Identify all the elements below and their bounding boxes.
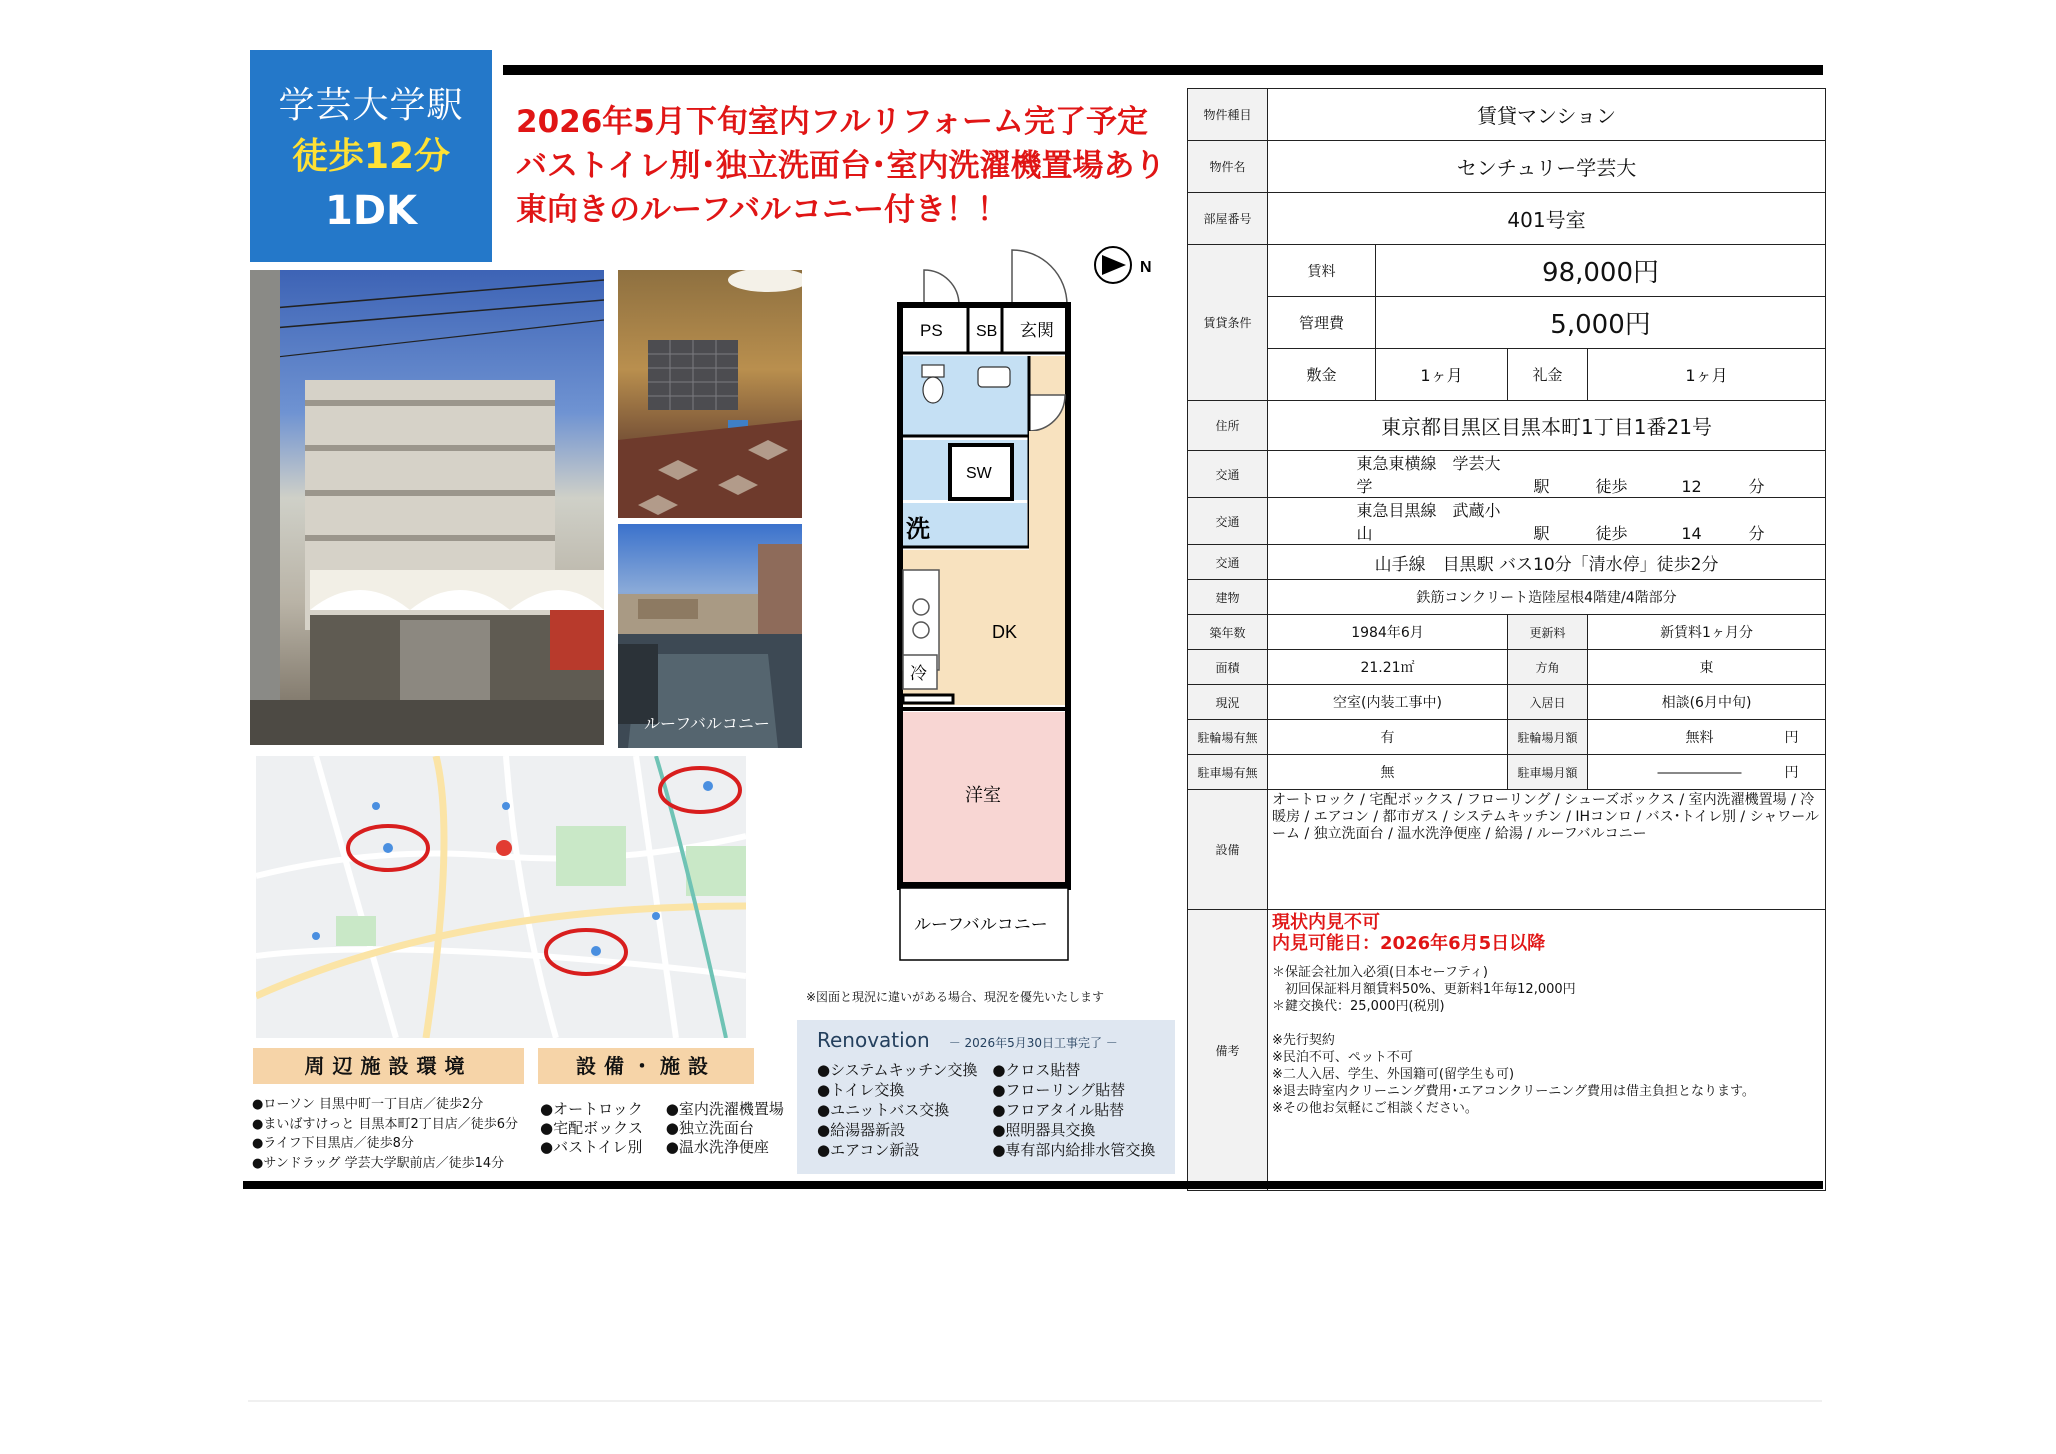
building-photo xyxy=(250,270,604,745)
room-value: 401号室 xyxy=(1268,193,1826,245)
balcony-caption: ルーフバルコニー xyxy=(644,714,770,733)
rent-label: 賃料 xyxy=(1268,245,1376,297)
list-item: ●オートロック xyxy=(540,1100,643,1118)
roof-balcony-photo xyxy=(618,524,802,748)
movein-label: 入居日 xyxy=(1508,685,1588,720)
transport-row-1 xyxy=(1268,451,1826,498)
entrance-label: 玄関 xyxy=(1020,321,1054,340)
transport-unit: 分 xyxy=(1748,477,1765,496)
transport-walk: 徒歩 xyxy=(1595,524,1628,543)
type-label: 物件種目 xyxy=(1188,89,1268,141)
list-item: ●トイレ交換 xyxy=(817,1081,905,1099)
remarks-value xyxy=(1268,910,1826,1191)
remark-line: ※先行契約 xyxy=(1272,1033,1335,1048)
movein-value: 相談(6月中旬) xyxy=(1588,685,1826,720)
car-label: 駐車場有無 xyxy=(1188,755,1268,790)
remarks-red-2: 内見可能日：2026年6月5日以降 xyxy=(1272,933,1546,954)
mgmt-value: 5,000円 xyxy=(1376,297,1826,349)
transport-station: 駅 xyxy=(1533,477,1550,496)
transport-label: 交通 xyxy=(1188,545,1268,580)
renovation-title: Renovation xyxy=(817,1028,930,1052)
bike-label: 駐輪場有無 xyxy=(1188,720,1268,755)
spec-table xyxy=(1187,88,1826,1191)
car-fee-amount: ―――――― xyxy=(1657,765,1742,781)
layout-type: 1DK xyxy=(324,188,418,234)
transport-unit: 分 xyxy=(1748,524,1765,543)
room-label: 部屋番号 xyxy=(1188,193,1268,245)
equipment-list xyxy=(540,1100,790,1157)
direction-label: 方角 xyxy=(1508,650,1588,685)
transport-label: 交通 xyxy=(1188,451,1268,498)
renovation-box xyxy=(797,1020,1175,1174)
direction-value: 東 xyxy=(1588,650,1826,685)
floor-plan xyxy=(880,235,1170,975)
key-money-label: 礼金 xyxy=(1508,349,1588,401)
name-label: 物件名 xyxy=(1188,141,1268,193)
western-room-label: 洋室 xyxy=(965,785,1001,805)
surroundings-heading: 周辺施設環境 xyxy=(253,1048,524,1084)
transport-walk: 徒歩 xyxy=(1595,477,1628,496)
equipment-label: 設備 xyxy=(1188,790,1268,910)
transport-station: 駅 xyxy=(1533,524,1550,543)
floor-plan-note: ※図面と現況に違いがある場合、現況を優先いたします xyxy=(806,990,1105,1004)
list-item: ●クロス貼替 xyxy=(992,1061,1081,1079)
wash-label: 洗 xyxy=(906,516,930,543)
renovation-subtitle: － 2026年5月30日工事完了 － xyxy=(948,1036,1118,1050)
headline-1: 2026年5月下旬室内フルリフォーム完了予定 xyxy=(516,104,1149,140)
list-item: ●バストイレ別 xyxy=(540,1138,643,1156)
list-item: ●ユニットバス交換 xyxy=(817,1101,950,1119)
car-fee-value xyxy=(1588,755,1826,790)
key-money-value: 1ヶ月 xyxy=(1588,349,1826,401)
transport-line: 東急東横線 学芸大学 xyxy=(1356,454,1501,496)
transport-row-3: 山手線 目黒駅 バス10分「清水停」徒歩2分 xyxy=(1268,545,1826,580)
bike-fee-amount: 無料 xyxy=(1685,730,1714,746)
transport-line: 東急目黒線 武蔵小山 xyxy=(1356,501,1501,543)
remarks-label: 備考 xyxy=(1188,910,1268,1191)
remark-line xyxy=(1272,1015,1821,1032)
remark-line: ※二人入居、学生、外国籍可(留学生も可) xyxy=(1272,1067,1515,1082)
remark-line: 初回保証料月額賃料50%、更新料1年毎12,000円 xyxy=(1272,982,1576,997)
remark-line: ※その他お気軽にご相談ください。 xyxy=(1272,1101,1478,1116)
surroundings-list xyxy=(252,1095,542,1173)
bike-value: 有 xyxy=(1268,720,1508,755)
list-item: ●照明器具交換 xyxy=(992,1121,1096,1139)
transport-minutes: 14 xyxy=(1681,524,1702,543)
area-map[interactable] xyxy=(256,756,746,1038)
equipment-heading: 設備・施設 xyxy=(538,1048,754,1084)
list-item: ●室内洗濯機置場 xyxy=(665,1100,784,1118)
bike-fee-value xyxy=(1588,720,1826,755)
dk-label: DK xyxy=(992,622,1018,642)
list-item: ●宅配ボックス xyxy=(540,1119,643,1137)
built-label: 築年数 xyxy=(1188,615,1268,650)
entrance-photo xyxy=(618,270,802,518)
name-value: センチュリー学芸大 xyxy=(1268,141,1826,193)
car-fee-label: 駐車場月額 xyxy=(1508,755,1588,790)
renewal-label: 更新料 xyxy=(1508,615,1588,650)
status-label: 現況 xyxy=(1188,685,1268,720)
bike-fee-label: 駐輪場月額 xyxy=(1508,720,1588,755)
remarks-red-1: 現状内見不可 xyxy=(1272,912,1380,933)
list-item: ●ライフ下目黒店／徒歩8分 xyxy=(252,1136,414,1151)
transport-minutes: 12 xyxy=(1681,477,1702,496)
address-value: 東京都目黒区目黒本町1丁目1番21号 xyxy=(1268,401,1826,451)
terms-label: 賃貸条件 xyxy=(1188,245,1268,401)
list-item: ●サンドラッグ 学芸大学駅前店／徒歩14分 xyxy=(252,1155,505,1171)
area-label: 面積 xyxy=(1188,650,1268,685)
remark-line: ※民泊不可、ペット不可 xyxy=(1272,1050,1413,1065)
list-item: ●温水洗浄便座 xyxy=(665,1138,769,1156)
walk-time: 徒歩12分 xyxy=(291,136,451,177)
equipment-value: オートロック / 宅配ボックス / フローリング / シューズボックス / 室内洗濯機置場 / 冷暖房 / エアコン / 都市ガス / システムキッチン / IHコンロ / バス･トイレ別 / シャワールーム / 独立洗面台 / 温水洗浄便座 / 給湯 / ルーフバルコニー xyxy=(1268,790,1826,910)
fridge-label: 冷 xyxy=(910,664,927,683)
car-fee-unit: 円 xyxy=(1784,765,1799,781)
car-value: 無 xyxy=(1268,755,1508,790)
renewal-value: 新賃料1ヶ月分 xyxy=(1588,615,1826,650)
address-label: 住所 xyxy=(1188,401,1268,451)
remarks-list xyxy=(1272,964,1821,1117)
headlines xyxy=(516,100,1166,232)
building-value: 鉄筋コンクリート造陸屋根4階建/4階部分 xyxy=(1268,580,1826,615)
north-label: N xyxy=(1140,259,1152,276)
bike-fee-unit: 円 xyxy=(1784,730,1799,746)
list-item: ●まいばすけっと 目黒本町2丁目店／徒歩6分 xyxy=(252,1116,519,1132)
compass-north-icon xyxy=(1095,247,1131,283)
headline-3: 東向きのルーフバルコニー付き！！ xyxy=(516,192,1008,228)
list-item: ●フロアタイル貼替 xyxy=(992,1101,1125,1119)
built-value: 1984年6月 xyxy=(1268,615,1508,650)
station-name: 学芸大学駅 xyxy=(278,85,464,126)
rent-value: 98,000円 xyxy=(1376,245,1826,297)
list-item: ●独立洗面台 xyxy=(665,1119,754,1137)
transport-row-2 xyxy=(1268,498,1826,545)
type-value: 賃貸マンション xyxy=(1268,89,1826,141)
mgmt-label: 管理費 xyxy=(1268,297,1376,349)
list-item: ●専有部内給排水管交換 xyxy=(992,1141,1156,1159)
top-rule xyxy=(503,65,1823,75)
deposit-label: 敷金 xyxy=(1268,349,1376,401)
status-value: 空室(内装工事中) xyxy=(1268,685,1508,720)
transport-label: 交通 xyxy=(1188,498,1268,545)
ps-label: PS xyxy=(920,321,943,340)
list-item: ●システムキッチン交換 xyxy=(817,1061,978,1079)
building-label: 建物 xyxy=(1188,580,1268,615)
station-box xyxy=(250,50,492,262)
area-value: 21.21㎡ xyxy=(1268,650,1508,685)
list-item: ●給湯器新設 xyxy=(817,1121,906,1139)
remark-line: ＊鍵交換代：25,000円(税別) xyxy=(1272,999,1445,1014)
list-item: ●エアコン新設 xyxy=(817,1141,920,1159)
list-item: ●ローソン 目黒中町一丁目店／徒歩2分 xyxy=(252,1097,484,1112)
headline-2: バストイレ別･独立洗面台･室内洗濯機置場あり xyxy=(516,148,1166,184)
sb-label: SB xyxy=(976,323,998,340)
remark-line: ※退去時室内クリーニング費用･エアコンクリーニング費用は借主負担となります。 xyxy=(1272,1084,1755,1099)
remark-line: ＊保証会社加入必須(日本セーフティ) xyxy=(1272,965,1488,980)
deposit-value: 1ヶ月 xyxy=(1376,349,1508,401)
sw-label: SW xyxy=(966,465,992,482)
footer-rule xyxy=(248,1400,1822,1402)
roof-balcony-label: ルーフバルコニー xyxy=(914,915,1048,934)
bottom-rule xyxy=(243,1181,1823,1189)
list-item: ●フローリング貼替 xyxy=(992,1081,1126,1099)
